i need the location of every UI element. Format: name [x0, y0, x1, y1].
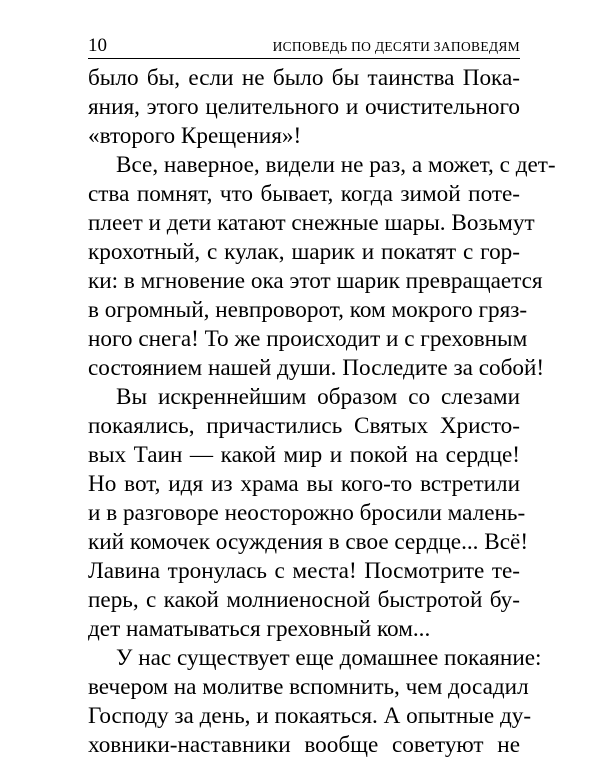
text-line: Вы искреннейшим образом со слезами [116, 384, 520, 410]
text-line: вых Таин — какой мир и покой на сердце! [88, 442, 520, 468]
body-text [88, 64, 556, 760]
text-line: перь, с какой молниеносной быстротой бу- [88, 587, 520, 613]
text-line: ки: в мгновение ока этот шарик превращается [88, 268, 543, 294]
running-head [88, 34, 520, 59]
text-line: состоянием нашей души. Последите за собой! [88, 355, 545, 381]
text-line: и в разговоре неосторожно бросили малень- [88, 500, 526, 526]
text-line: ного снега! То же происходит и с греховным [88, 326, 528, 352]
text-line: кий комочек осуждения в свое сердце... Всё! [88, 529, 529, 555]
page-number: 10 [88, 35, 107, 56]
text-line: Но вот, идя из храма вы кого-то встретили [88, 471, 520, 497]
text-line: ства помнят, что бывает, когда зимой поте- [88, 181, 520, 207]
text-line: ховники-наставники вообще советуют не [88, 732, 520, 758]
text-line: яния, этого целительного и очистительного [88, 94, 520, 120]
text-line: было бы, если не было бы таинства Пока- [88, 65, 520, 91]
text-line: дет наматываться греховный ком... [88, 616, 431, 642]
text-line: покаялись, причастились Святых Христо- [88, 413, 520, 439]
chapter-title: ИСПОВЕДЬ ПО ДЕСЯТИ ЗАПОВЕДЯМ [272, 39, 520, 54]
text-line: плеет и дети катают снежные шары. Возьмут [88, 210, 535, 236]
text-line: Лавина тронулась с места! Посмотрите те- [88, 558, 520, 584]
text-line: Все, наверное, видели не раз, а может, с дет- [116, 152, 556, 178]
text-line: крохотный, с кулак, шарик и покатят с гор- [88, 239, 520, 265]
text-line: в огромный, невпроворот, ком мокрого гряз- [88, 297, 528, 323]
text-line: У нас существует еще домашнее покаяние: [116, 645, 542, 671]
text-line: «второго Крещения»! [88, 123, 302, 149]
text-line: вечером на молитве вспомнить, чем досадил [88, 674, 529, 700]
text-line: Господу за день, и покаяться. А опытные ду- [88, 703, 532, 729]
